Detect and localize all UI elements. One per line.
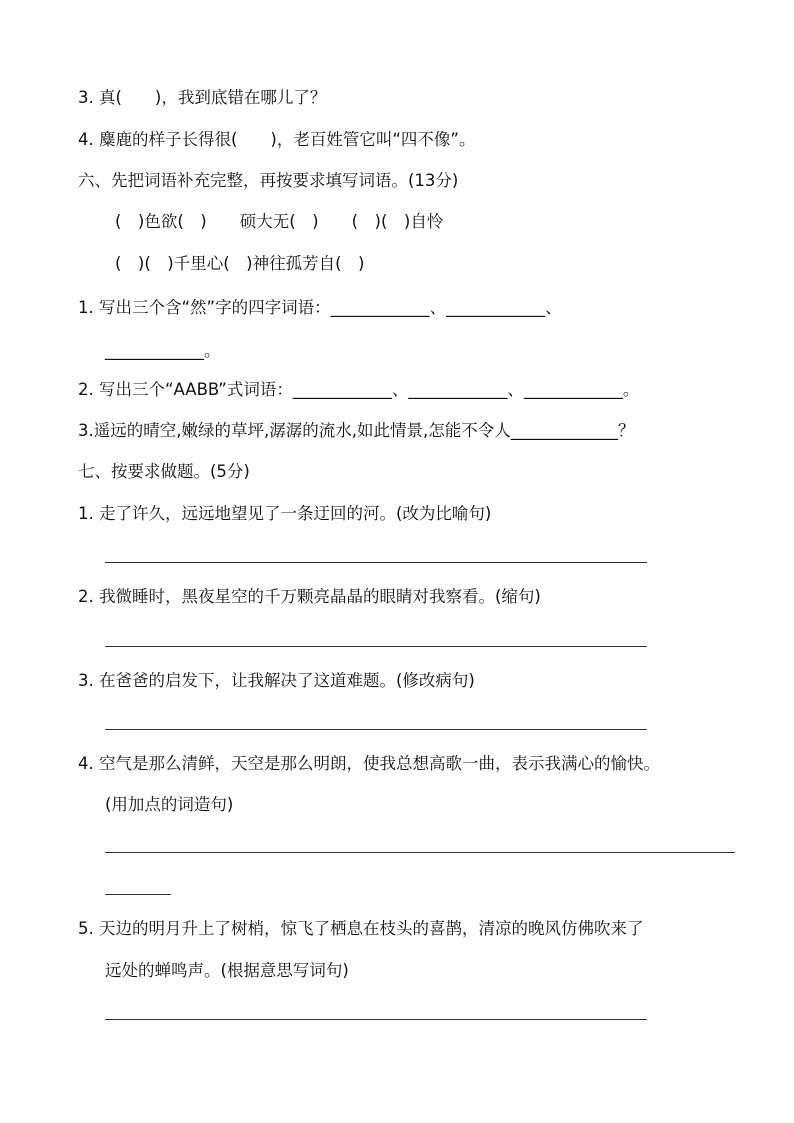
answer-line-4[interactable] xyxy=(105,852,735,853)
section-6-heading: 六、先把词语补充完整，再按要求填写词语。(13分) xyxy=(78,171,459,190)
section-7-question-4-continued: (用加点的词造句) xyxy=(105,795,234,814)
answer-line-2[interactable] xyxy=(105,646,647,647)
section-7-question-5-continued: 远处的蝉鸣声。(根据意思写词句) xyxy=(105,961,349,980)
question-3: 3. 真( )，我到底错在哪儿了？ xyxy=(78,88,327,107)
section-7-question-4: 4. 空气是那么清鲜，天空是那么明朗，使我总想高歌一曲，表示我满心的愉快。 xyxy=(78,754,660,773)
answer-line-4-continued[interactable] xyxy=(105,894,171,895)
section-7-question-3: 3. 在爸爸的启发下，让我解决了这道难题。(修改病句) xyxy=(78,671,475,690)
section-6-question-1-continued: ____________。 xyxy=(105,341,221,360)
answer-line-1[interactable] xyxy=(105,562,647,563)
section-7-question-5: 5. 天边的明月升上了树梢，惊飞了栖息在枝头的喜鹊，清凉的晚风仿佛吹来了 xyxy=(78,919,644,938)
section-6-question-2: 2. 写出三个“AABB”式词语：____________、____________、____________。 xyxy=(78,380,640,399)
section-6-question-1: 1. 写出三个含“然”字的四字词语：____________、____________、 xyxy=(78,298,562,317)
section-7-question-2: 2. 我微睡时，黑夜星空的千万颗亮晶晶的眼睛对我察看。(缩句) xyxy=(78,587,541,606)
section-6-question-3: 3.遥远的晴空,嫩绿的草坪,潺潺的流水,如此情景,怎能不令人_____________？ xyxy=(78,421,635,440)
word-fill-row-1: ( )色欲( ) 硕大无( ) ( )( )自怜 xyxy=(115,212,444,231)
word-fill-row-2: ( )( )千里心( )神往孤芳自( ) xyxy=(115,254,365,273)
question-4: 4. 麋鹿的样子长得很( )，老百姓管它叫“四不像”。 xyxy=(78,130,476,149)
section-7-question-1: 1. 走了许久，远远地望见了一条迂回的河。(改为比喻句) xyxy=(78,504,492,523)
section-7-heading: 七、按要求做题。(5分) xyxy=(78,462,250,481)
answer-line-5[interactable] xyxy=(105,1019,647,1020)
answer-line-3[interactable] xyxy=(105,729,647,730)
